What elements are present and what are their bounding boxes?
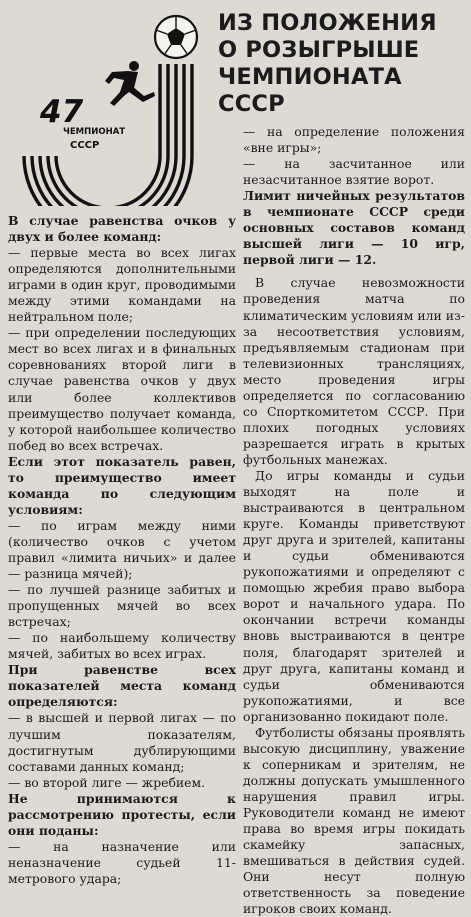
- right-text-column: [243, 124, 465, 917]
- left-text-column: [8, 213, 236, 887]
- paragraph: — по лучшей разнице забитых и пропущенных мячей во всех встречах;: [8, 582, 236, 630]
- soccer-ball-icon: [155, 16, 197, 58]
- paragraph: — по играм между ними (количество очков с учетом правил «лимита ничьих» и далее — разница мячей);: [8, 517, 236, 582]
- paragraph: Футболисты обязаны проявлять высокую дисциплину, уважение к соперникам и зрителям, не должны допускать умышленного нарушения правил игры. Руководители команд не имеют права во время игры покидать скамейку запасных, вмешиваться в действия судей. Они несут полную ответственность за поведение игроков своих команд.: [243, 724, 465, 917]
- svg-text:47: 47: [40, 94, 84, 130]
- svg-text:ЧЕМПИОНАТ: ЧЕМПИОНАТ: [63, 127, 126, 137]
- paragraph: — при определении последующих мест во всех лигах и в финальных соревнованиях второй лиги в случае равенства очков у двух или более коллективов преимущество получает команда, у которой наибольшее количество побед во всех встречах.: [8, 325, 236, 453]
- paragraph: — в высшей и первой лигах — по лучшим показателям, достигнутым дублирующими составами данных команд;: [8, 710, 236, 774]
- headline-line: О РОЗЫГРЫШЕ: [218, 37, 420, 63]
- paragraph: — первые места во всех лигах определяются дополнительными играми в один круг, проводимыми между этими командами на нейтральном поле;: [8, 245, 236, 325]
- paragraph: Если этот показатель равен, то преимущество имеет команда по следующим условиям:: [8, 453, 236, 517]
- headline-line: СССР: [218, 91, 285, 117]
- paragraph: — на засчитанное или незасчитанное взятие ворот.: [243, 156, 465, 188]
- paragraph: — на назначение или неназначение судьей 11-метрового удара;: [8, 838, 236, 886]
- article-headline: [218, 10, 468, 118]
- headline-line: ЧЕМПИОНАТА: [218, 64, 402, 90]
- paragraph: До игры команды и судьи выходят на поле и выстраиваются в центральном круге. Команды приветствуют друг друга и зрителей, капитаны и судьи обмениваются рукопожатиями и определяют с помощью жребия право выбора ворот и начального удара. По окончании встречи команды вновь выстраиваются в центре поля, благодарят зрителей и друг друга, капитаны команд и судьи обмениваются рукопожатиями, и все организованно покидают поле.: [243, 467, 465, 724]
- paragraph: В случае равенства очков у двух и более команд:: [8, 213, 236, 245]
- paragraph: Лимит ничейных результатов в чемпионате СССР среди основных составов команд высшей лиги — 10 игр, первой лиги — 12.: [243, 188, 465, 268]
- footballer-silhouette-icon: [105, 61, 155, 106]
- paragraph: — по наибольшему количеству мячей, забитых во всех играх.: [8, 630, 236, 662]
- headline-line: ИЗ ПОЛОЖЕНИЯ: [218, 10, 437, 36]
- championship-47-emblem: [10, 6, 205, 206]
- paragraph: — на определение положения «вне игры»;: [243, 124, 465, 156]
- paragraph: В случае невозможности проведения матча по климатическим условиям или из-за несоответствия условиям, предъявляемым стадионам при телевизионных трансляциях, место проведения игры определяется по согласованию со Спорткомитетом СССР. При плохих погодных условиях разрешается играть в крытых футбольных манежах.: [243, 275, 465, 467]
- paragraph: При равенстве всех показателей места команд определяются:: [8, 662, 236, 710]
- svg-text:СССР: СССР: [70, 140, 100, 151]
- paragraph: Не принимаются к рассмотрению протесты, если они поданы:: [8, 790, 236, 838]
- paragraph: — во второй лиге — жребием.: [8, 774, 206, 790]
